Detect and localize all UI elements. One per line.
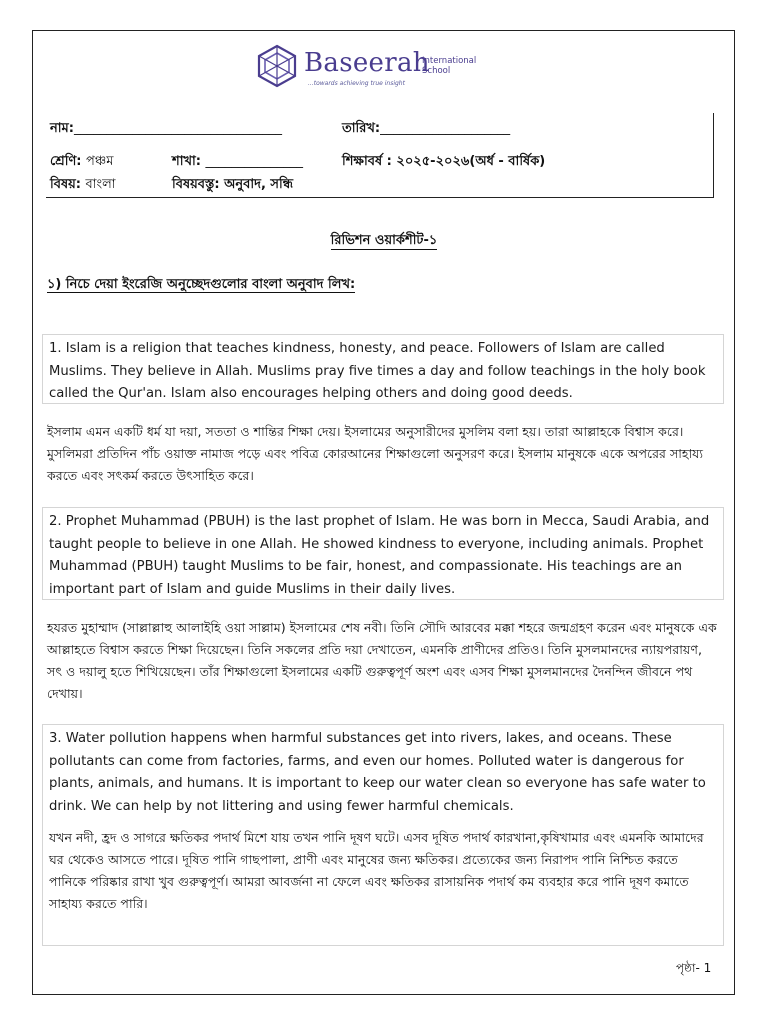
header-bottom-rule bbox=[46, 197, 714, 198]
school-logo bbox=[256, 44, 496, 94]
hexagon-logo-icon bbox=[256, 44, 298, 88]
worksheet-title: রিভিশন ওয়ার্কশীট-১ bbox=[330, 233, 438, 248]
english-passage-1: 1. Islam is a religion that teaches kindness, honesty, and peace. Followers of Islam are called Muslims. They believe in Allah. Muslims pray five times a day and follow teachings in the holy book called the Qur'an. Islam also encourages helping others and doing good deeds. bbox=[42, 334, 724, 404]
class-field: শ্রেণি: পঞ্চম bbox=[50, 154, 114, 169]
name-field: নাম:________________________________ bbox=[50, 121, 282, 136]
bangla-translation-1: ইসলাম এমন একটি ধর্ম যা দয়া, সততা ও শান্তির শিক্ষা দেয়। ইসলামের অনুসারীদের মুসলিম বলা হয়। তারা আল্লাহকে বিশ্বাস করে। মুসলিমরা প্রতিদিন পাঁচ ওয়াক্ত নামাজ পড়ে এবং পবিত্র কোরআনের শিক্ষাগুলো অনুসরণ করে। ইসলাম মানুষকে একে অপরের সাহায্য করতে এবং সৎকর্ম করতে উৎসাহিত করে। bbox=[47, 424, 704, 483]
school-name: Baseerah bbox=[304, 48, 430, 78]
school-subtitle: International School bbox=[422, 56, 477, 76]
header-right-rule bbox=[713, 113, 714, 198]
page-number: পৃষ্ঠা- 1 bbox=[676, 961, 712, 975]
english-passage-3 bbox=[42, 724, 724, 946]
subject-field: বিষয়: বাংলা bbox=[50, 177, 116, 192]
session-field: শিক্ষাবর্ষ : ২০২৫-২০২৬(অর্ধ - বার্ষিক) bbox=[342, 154, 546, 169]
date-field: তারিখ:____________________ bbox=[342, 121, 511, 136]
section-field: শাখা: _______________ bbox=[172, 154, 303, 169]
question-heading: ১) নিচে দেয়া ইংরেজি অনুচ্ছেদগুলোর বাংলা অনুবাদ লিখ: bbox=[47, 277, 356, 292]
bangla-translation-2: হযরত মুহাম্মাদ (সাল্লাল্লাহু আলাইহি ওয়া সাল্লাম) ইসলামের শেষ নবী। তিনি সৌদি আরবের মক্কা শহরে জন্মগ্রহণ করেন এবং মানুষকে এক আল্লাহতে বিশ্বাস করতে শিক্ষা দিয়েছেন। তিনি সকলের প্রতি দয়া দেখাতেন, এমনকি প্রাণীদের প্রতিও। তিনি মুসলমানদের ন্যায়পরায়ণ, সৎ ও দয়ালু হতে শিখিয়েছেন। তাঁর শিক্ষাগুলো ইসলামের একটি গুরুত্বপূর্ণ অংশ এবং এসব শিক্ষা মুসলমানদের দৈনন্দিন জীবনে পথ দেখায়। bbox=[47, 620, 717, 701]
bangla-translation-3: যখন নদী, হ্রদ ও সাগরে ক্ষতিকর পদার্থ মিশে যায় তখন পানি দূষণ ঘটে। এসব দূষিত পদার্থ কারখানা,কৃষিখামার এবং এমনকি আমাদের ঘর থেকেও আসতে পারে। দূষিত পানি গাছপালা, প্রাণী এবং মানুষের জন্য ক্ষতিকর। প্রত্যেকের জন্য নিরাপদ পানি নিশ্চিত করতে পানিকে পরিষ্কার রাখা খুব গুরুত্বপূর্ণ। আমরা আবর্জনা না ফেলে এবং ক্ষতিকর রাসায়নিক পদার্থ কম ব্যবহার করে পানি দূষণ কমাতে সাহায্য করতে পারি। bbox=[49, 830, 704, 911]
english-passage-3-text: 3. Water pollution happens when harmful substances get into rivers, lakes, and oceans. These pollutants can come from factories, farms, and even our homes. Polluted water is dangerous for plants, animals, and humans. It is important to keep our water clean so everyone has safe water to drink. We can help by not littering and using fewer harmful chemicals. bbox=[49, 731, 706, 814]
english-passage-2: 2. Prophet Muhammad (PBUH) is the last prophet of Islam. He was born in Mecca, Saudi Arabia, and taught people to believe in one Allah. He showed kindness to everyone, including animals. Prophet Muhammad (PBUH) taught Muslims to be fair, honest, and compassionate. His teachings are an important part of Islam and guide Muslims in their daily lives. bbox=[42, 507, 724, 600]
school-tagline: ...towards achieving true insight bbox=[308, 80, 405, 87]
topic-field: বিষয়বস্তু: অনুবাদ, সন্ধি bbox=[172, 177, 294, 192]
